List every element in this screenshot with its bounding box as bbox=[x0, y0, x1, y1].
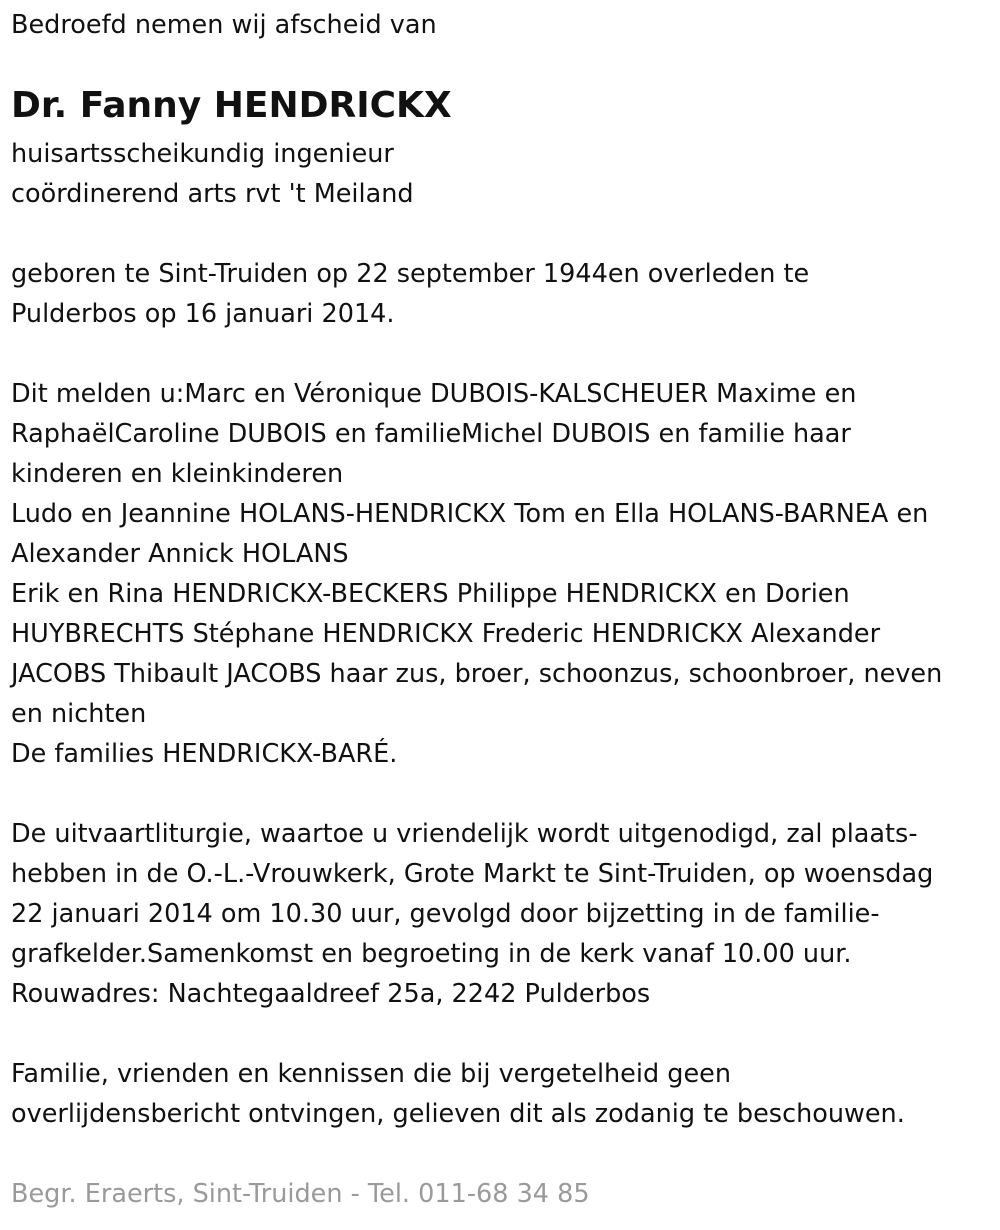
birth-death-line: geboren te Sint-Truiden op 22 september 1944en overleden te bbox=[11, 259, 810, 289]
announcer-line: kinderen en kleinkinderen bbox=[11, 459, 344, 489]
announcer-line: RaphaëlCaroline DUBOIS en familieMichel DUBOIS en familie haar bbox=[11, 419, 851, 449]
undertaker-footer: Begr. Eraerts, Sint-Truiden - Tel. 011-68 34 85 bbox=[11, 1179, 590, 1209]
mourning-address: Rouwadres: Nachtegaaldreef 25a, 2242 Pulderbos bbox=[11, 979, 651, 1009]
intro-text: Bedroefd nemen wij afscheid van bbox=[11, 10, 437, 40]
announcer-line: en nichten bbox=[11, 699, 147, 729]
birth-death-line: Pulderbos op 16 januari 2014. bbox=[11, 299, 395, 329]
announcer-line: Alexander Annick HOLANS bbox=[11, 539, 349, 569]
funeral-line: 22 januari 2014 om 10.30 uur, gevolgd door bijzetting in de familie- bbox=[11, 899, 880, 929]
announcer-line: Erik en Rina HENDRICKX-BECKERS Philippe HENDRICKX en Dorien bbox=[11, 579, 850, 609]
funeral-line: De uitvaartliturgie, waartoe u vriendelijk wordt uitgenodigd, zal plaats- bbox=[11, 819, 918, 849]
title-line: huisartsscheikundig ingenieur bbox=[11, 139, 394, 169]
notice-line: Familie, vrienden en kennissen die bij vergetelheid geen bbox=[11, 1059, 731, 1089]
announcer-line: Ludo en Jeannine HOLANS-HENDRICKX Tom en Ella HOLANS-BARNEA en bbox=[11, 499, 929, 529]
notice-line: overlijdensbericht ontvingen, gelieven dit als zodanig te beschouwen. bbox=[11, 1099, 905, 1129]
announcer-line: HUYBRECHTS Stéphane HENDRICKX Frederic HENDRICKX Alexander bbox=[11, 619, 881, 649]
announcer-line: Dit melden u:Marc en Véronique DUBOIS-KALSCHEUER Maxime en bbox=[11, 379, 857, 409]
funeral-line: grafkelder.Samenkomst en begroeting in de kerk vanaf 10.00 uur. bbox=[11, 939, 852, 969]
announcer-line: JACOBS Thibault JACOBS haar zus, broer, schoonzus, schoonbroer, neven bbox=[11, 659, 943, 689]
title-line: coördinerend arts rvt 't Meiland bbox=[11, 179, 414, 209]
announcer-line: De families HENDRICKX-BARÉ. bbox=[11, 739, 398, 769]
funeral-line: hebben in de O.-L.-Vrouwkerk, Grote Markt te Sint-Truiden, op woensdag bbox=[11, 859, 934, 889]
deceased-name: Dr. Fanny HENDRICKX bbox=[11, 85, 452, 126]
